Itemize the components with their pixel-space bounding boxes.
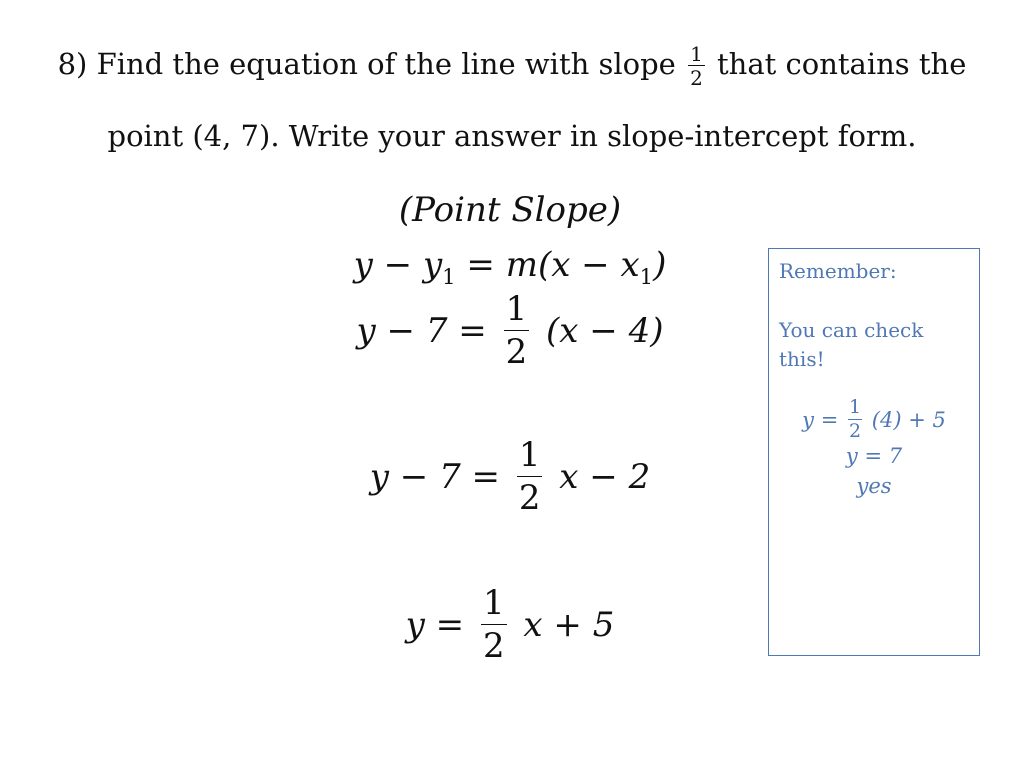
formula-sub-2: 1 <box>639 263 654 289</box>
question-line-1 <box>40 28 984 100</box>
reminder-title: Remember: <box>779 259 897 283</box>
step-2-right: x − 2 <box>559 456 651 497</box>
question-part2: that contains the <box>717 47 967 81</box>
reminder-text: You can check this! <box>779 318 924 371</box>
question-line-2: point (4, 7). Write your answer in slope-intercept form. <box>107 119 917 153</box>
point-slope-formula <box>200 245 820 289</box>
check-equation-2: y = 7 <box>845 444 903 468</box>
check-fraction: $\frac{1}{2}$ <box>848 396 862 442</box>
final-answer-equation <box>200 583 820 666</box>
slope-denominator: 2 <box>690 66 703 90</box>
step-1-fraction: $\frac{1}{2}$ <box>505 289 528 372</box>
point-slope-heading: (Point Slope) <box>398 190 622 230</box>
step-2-left: y − 7 = <box>369 456 501 497</box>
final-answer-left: y = <box>405 604 465 645</box>
step-2-fraction: $\frac{1}{2}$ <box>518 435 541 518</box>
slope-fraction <box>688 44 705 88</box>
formula-sub-1: 1 <box>442 263 456 289</box>
slope-numerator: 1 <box>690 42 703 66</box>
check-equation-1: y = $\frac{1}{2}$ (4) + 5 <box>802 396 946 442</box>
step-2-equation <box>200 435 820 518</box>
final-answer-right: x + 5 <box>523 604 615 645</box>
reminder-box <box>768 248 980 656</box>
question-text <box>40 28 984 172</box>
question-part1: 8) Find the equation of the line with slope <box>57 47 676 81</box>
formula-part-c: ) <box>653 245 667 285</box>
check-result: yes <box>856 474 892 498</box>
formula-part-a: y − y <box>353 245 443 285</box>
step-1-left: y − 7 = <box>356 310 487 351</box>
formula-part-b: = m(x − x <box>455 245 640 285</box>
step-1-equation <box>200 289 820 372</box>
final-answer-fraction: $\frac{1}{2}$ <box>482 583 505 666</box>
step-1-right: (x − 4) <box>546 310 664 351</box>
